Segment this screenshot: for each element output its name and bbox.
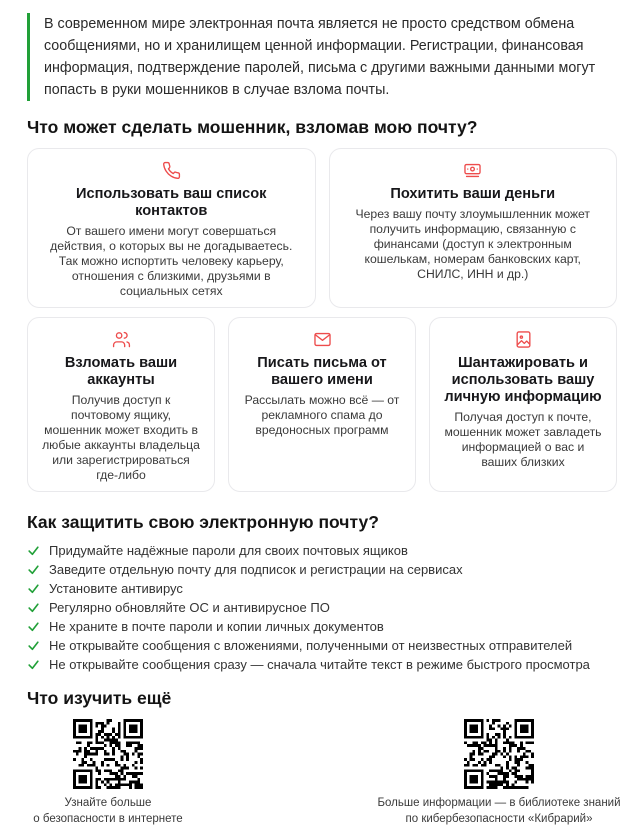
- check-icon: [27, 582, 40, 595]
- qr-section: [18, 719, 630, 827]
- card-text: Рассылать можно всё — от рекламного спама до вредоносных программ: [244, 393, 400, 437]
- card-title: Писать письма от вашего имени: [257, 355, 387, 388]
- threat-card-letters: [228, 317, 416, 492]
- checklist-text: Заведите отдельную почту для подписок и регистрации на сервисах: [49, 562, 463, 577]
- envelope-icon: [242, 330, 402, 349]
- qr-caption: Больше информации — в библиотеке знаний по кибербезопасности «Кибрарий»: [377, 797, 621, 825]
- intro-quote: [27, 13, 602, 101]
- card-text: Получая доступ к почте, мошенник может завладеть информацией о вас и ваших близких: [444, 410, 602, 469]
- card-title: Использовать ваш список контактов: [76, 186, 267, 219]
- threat-card-money: [329, 148, 618, 308]
- banknote-icon: [343, 161, 604, 180]
- qr-block-kibrary: [368, 719, 630, 827]
- checklist-item: [27, 619, 617, 634]
- checklist-item: [27, 543, 617, 558]
- checklist-text: Установите антивирус: [49, 581, 183, 596]
- qr-block-internet-safety: [18, 719, 198, 827]
- check-icon: [27, 544, 40, 557]
- card-text: Получив доступ к почтовому ящику, мошенник может входить в любые аккаунты владельца или зарегистрироваться где-либо: [42, 393, 200, 482]
- qr-code-internet-safety: [73, 719, 143, 789]
- checklist-item: [27, 657, 617, 672]
- users-icon: [41, 330, 201, 349]
- checklist-item: [27, 581, 617, 596]
- threat-cards-row-1: [27, 148, 617, 308]
- learn-more-heading: Что изучить ещё: [27, 688, 172, 708]
- protection-checklist: [27, 543, 617, 672]
- qr-caption: Узнайте больше о безопасности в интернете: [33, 797, 183, 825]
- checklist-text: Регулярно обновляйте ОС и антивирусное ПО: [49, 600, 330, 615]
- protect-heading: Как защитить свою электронную почту?: [27, 512, 379, 532]
- checklist-item: [27, 638, 617, 653]
- threat-card-blackmail: [429, 317, 617, 492]
- threat-card-contacts: [27, 148, 316, 308]
- photo-icon: [443, 330, 603, 349]
- checklist-text: Не открывайте сообщения с вложениями, полученными от неизвестных отправителей: [49, 638, 573, 653]
- card-text: Через вашу почту злоумышленник может получить информацию, связанную с финансами (доступ к электронным кошелькам, номерам банковских карт, СНИЛС, ИНН и др.): [355, 207, 590, 281]
- checklist-item: [27, 562, 617, 577]
- threat-cards-row-2: [27, 317, 617, 492]
- checklist-item: [27, 600, 617, 615]
- threats-heading: Что может сделать мошенник, взломав мою почту?: [27, 117, 478, 137]
- check-icon: [27, 601, 40, 614]
- check-icon: [27, 658, 40, 671]
- check-icon: [27, 620, 40, 633]
- phone-icon: [41, 161, 302, 180]
- intro-text: В современном мире электронная почта является не просто средством обмена сообщениями, но и хранилищем ценной информации. Регистрации, финансовая информация, подтверждение паролей, письма с другими важными данными могут попасть в руки мошенников в случае взлома почты.: [44, 16, 596, 98]
- check-icon: [27, 563, 40, 576]
- checklist-text: Не открывайте сообщения сразу — сначала читайте текст в режиме быстрого просмотра: [49, 657, 590, 672]
- card-text: От вашего имени могут совершаться действия, о которых вы не догадываетесь. Так можно испортить человеку карьеру, отношения с близкими, друзьями в социальных сетях: [50, 224, 293, 298]
- card-title: Похитить ваши деньги: [390, 186, 556, 202]
- card-title: Шантажировать и использовать вашу личную информацию: [444, 355, 602, 405]
- checklist-text: Придумайте надёжные пароли для своих почтовых ящиков: [49, 543, 408, 558]
- checklist-text: Не храните в почте пароли и копии личных документов: [49, 619, 384, 634]
- check-icon: [27, 639, 40, 652]
- threat-card-accounts: [27, 317, 215, 492]
- card-title: Взломать ваши аккаунты: [64, 355, 178, 388]
- qr-code-kibrary: [464, 719, 534, 789]
